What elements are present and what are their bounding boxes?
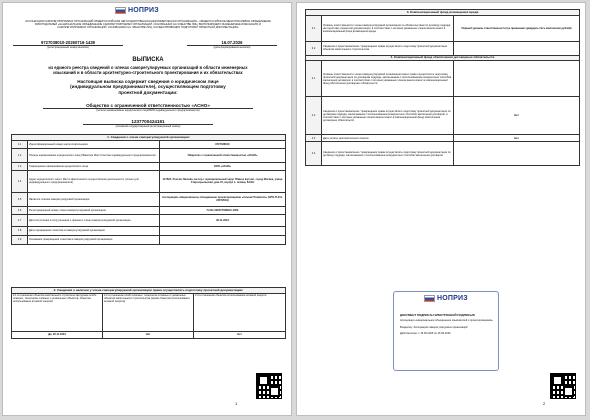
row-value: Нет bbox=[454, 135, 580, 142]
row-label: Дата прекращения членства в саморегулируемой организации bbox=[28, 226, 160, 235]
ogrn-caption: (основной государственный регистрационный номер) bbox=[115, 125, 181, 128]
table-row bbox=[12, 140, 286, 148]
table-row bbox=[12, 206, 286, 214]
row-label: Сокращенное наименование юридического лица bbox=[28, 162, 160, 170]
intro-line: проектной документации: bbox=[118, 89, 178, 95]
row-number: 1.4 bbox=[12, 170, 28, 192]
rights-table bbox=[11, 287, 286, 339]
reg-number-caption: (регистрационный номер выписки) bbox=[47, 46, 89, 49]
table-row bbox=[306, 135, 580, 142]
row-number: 4.1 bbox=[306, 61, 322, 97]
row-label: Полное наименование юридического лица (Фамилия Имя Отчество индивидуального предпринимателя) bbox=[28, 148, 160, 162]
rights-column-header: 2.1 в отношении объектов капитального строительства (кроме особо опасных, технически сложных и уникальных объектов, объектов использования атомной энергии) bbox=[12, 293, 103, 331]
row-number: 1.3 bbox=[12, 162, 28, 170]
section4-title: 4. Компенсационный фонд обеспечения договорных обязательств bbox=[306, 55, 580, 61]
page-number: 2 bbox=[543, 401, 546, 406]
nopriz-logo-text: НОПРИЗ bbox=[437, 295, 468, 302]
row-number: 4.3 bbox=[306, 135, 322, 142]
flag-icon bbox=[424, 295, 435, 302]
header-line: САМОРЕГУЛИРУЕМЫХ ОРГАНИЗАЦИЙ, ОСНОВАННЫХ НА ЧЛЕНСТВЕ ЛИЦ, ОСУЩЕСТВЛЯЮЩИХ ПОДГОТОВКУ ПРОЕКТНОЙ ДОКУМЕНТАЦИИ» bbox=[57, 26, 239, 30]
intro-line: (индивидуальном предпринимателе), осуществляющем подготовку bbox=[70, 84, 226, 90]
document-page-1 bbox=[2, 2, 292, 416]
reg-date-row bbox=[11, 40, 285, 52]
row-number: 1.9 bbox=[12, 235, 28, 244]
row-label: Является членом саморегулируемой организации bbox=[28, 192, 160, 206]
section2-title: 2. Сведения о наличии у члена саморегулируемой организации права осуществлять подготовку проектной документации: bbox=[12, 288, 286, 294]
row-label: Сведения о приостановлении / прекращении права осуществлять подготовку проектной документации по договорам подряда, заключаемым с использованием конкурентных способов заключения договоров, в соответствии с которым указанным членом внесен взнос в компенсационный фонд обеспечения договорных обязательств bbox=[322, 97, 454, 135]
row-value: Общество с ограниченной ответственностью «АСНО» bbox=[160, 148, 286, 162]
row-number: 4.4 bbox=[306, 142, 322, 166]
row-label: Уровень ответственности члена саморегулируемой организации по обязательствам по договору подряда на подготовку проектной документации, в соответствии с которым указанным членом внесен взнос в компенсационный фонд возмещения вреда bbox=[322, 15, 454, 41]
electronic-signature-stamp bbox=[393, 291, 499, 371]
statement-title: ВЫПИСКА bbox=[132, 57, 164, 63]
table-row bbox=[12, 148, 286, 162]
row-value bbox=[454, 61, 580, 97]
row-label: Регистрационный номер члена саморегулируемой организации bbox=[28, 206, 160, 214]
row-label: Основания прекращения членства в саморегулируемой организации bbox=[28, 235, 160, 244]
row-value bbox=[454, 142, 580, 166]
nopriz-logo bbox=[115, 7, 159, 14]
header-block bbox=[11, 20, 285, 29]
row-number: 1.7 bbox=[12, 214, 28, 226]
rights-column-header: 2.2 в отношении особо опасных, технически сложных и уникальных объектов капитального строительства (кроме объектов использования атомной энергии) bbox=[103, 293, 194, 331]
qr-code-icon bbox=[256, 373, 282, 399]
table-row bbox=[306, 97, 580, 135]
table-row bbox=[306, 61, 580, 97]
row-label: Сведения о приостановлении / прекращении права осуществлять подготовку проектной документации объектов капитального строительства bbox=[322, 41, 454, 55]
table-row bbox=[12, 214, 286, 226]
rights-column-header: 2.3 в отношении объектов использования атомной энергии bbox=[194, 293, 286, 331]
member-info-table bbox=[11, 134, 286, 245]
row-value: Ассоциация «Национальное объединение проектировщиков «Альянс Развития» (СРО-П-211-23072019) bbox=[160, 192, 286, 206]
row-value bbox=[454, 41, 580, 55]
table-row bbox=[12, 226, 286, 235]
header-line: РАБОТОДАТЕЛЕЙ «НАЦИОНАЛЬНОЕ ОБЪЕДИНЕНИЕ САМОРЕГУЛИРУЕМЫХ ОРГАНИЗАЦИЙ, ОСНОВАННЫХ НА ЧЛЕНСТВЕ ЛИЦ, ВЫПОЛНЯЮЩИХ ИНЖЕНЕРНЫЕ ИЗЫСКАНИЯ, И bbox=[34, 23, 262, 27]
row-number: 4.2 bbox=[306, 97, 322, 135]
row-value: 117624, Россия, Москва, вн.тер.г. муниципальный округ Южное Бутово, город Москва, улица Староорыльская, дом 15, корпус 1, помещ. 6А/1Н bbox=[160, 170, 286, 192]
row-label: Уровень ответственности члена саморегулируемой организации имеет право осуществлять подготовку проектной документации по договорам подряда, заключаемым с использованием конкурентных способов заключения договоров, в соответствии с которым указанным членом внесен взнос в компенсационный фонд обеспечения договорных обязательств bbox=[322, 61, 454, 97]
row-label: Сведения о приостановлении / прекращении права осуществлять подготовку проектной документации по договору подряда, заключаемым с использованием конкурентных способов заключения договоров bbox=[322, 142, 454, 166]
row-number: 3.2 bbox=[306, 41, 322, 55]
statement-date: 16.07.2026 bbox=[187, 40, 277, 46]
date-caption: (дата формирования выписки) bbox=[213, 46, 251, 49]
section3-title: 3. Компенсационный фонд возмещения вреда bbox=[306, 10, 580, 16]
table-row bbox=[306, 15, 580, 41]
row-label: Адрес юридического лица / Место фактического осуществления деятельности (только для индивидуального предпринимателя) bbox=[28, 170, 160, 192]
row-number: 1.5 bbox=[12, 192, 28, 206]
document-page-2 bbox=[296, 2, 586, 416]
table-row bbox=[12, 192, 286, 206]
table-row bbox=[12, 293, 286, 331]
ogrn-block bbox=[83, 119, 213, 128]
stamp-line: Действителен: с 16.06.2025 по 16.09.2026 bbox=[400, 331, 451, 335]
table-row bbox=[306, 142, 580, 166]
flag-icon bbox=[115, 7, 126, 14]
table-row bbox=[306, 41, 580, 55]
row-value bbox=[160, 226, 286, 235]
table-row bbox=[12, 331, 286, 338]
row-number: 3.1 bbox=[306, 15, 322, 41]
page-number: 1 bbox=[235, 401, 238, 406]
table-row bbox=[12, 170, 286, 192]
row-label: Дата уплаты дополнительного взноса bbox=[322, 135, 454, 142]
row-value: Нет bbox=[454, 97, 580, 135]
row-label: Идентификационный номер налогоплательщика bbox=[28, 140, 160, 148]
row-value: 9727038010 bbox=[160, 140, 286, 148]
stamp-line: Владелец: Ассоциация саморегулируемых организаций bbox=[400, 325, 468, 329]
row-number: 1.6 bbox=[12, 206, 28, 214]
org-name-caption: (полное наименование юридического лица/ФИО индивидуального предпринимателя) bbox=[96, 109, 200, 112]
row-value: ООО «АСНО» bbox=[160, 162, 286, 170]
ogrn-value: 1237700424191 bbox=[83, 119, 213, 125]
rights-value: Нет bbox=[194, 331, 286, 338]
row-number: 1.8 bbox=[12, 226, 28, 235]
nopriz-logo-text: НОПРИЗ bbox=[128, 7, 159, 14]
row-value: Первый уровень ответственности (не превышает двадцать пять миллионов рублей) bbox=[454, 15, 580, 41]
section1-title: 1. Сведения о члене саморегулируемой организации: bbox=[12, 135, 286, 141]
stamp-text bbox=[400, 314, 494, 335]
reg-number: 9727038010-20260716-1439 bbox=[13, 40, 123, 46]
compensation-fund-table bbox=[305, 9, 580, 166]
header-line: АССОЦИАЦИЯ САМОРЕГУЛИРУЕМЫХ ОРГАНИЗАЦИЙ ОБЩЕРОССИЙСКАЯ НЕГОСУДАРСТВЕННАЯ НЕКОММЕРЧЕСКАЯ ОРГАНИЗАЦИЯ – ОБЩЕРОССИЙСКОЕ МЕЖОТРАСЛЕВОЕ ОБЪЕДИНЕНИЕ bbox=[25, 20, 271, 23]
row-value: 26.11.2024 bbox=[160, 214, 286, 226]
org-name: Общество с ограниченной ответственностью «АСНО» bbox=[43, 103, 253, 109]
intro-text bbox=[11, 79, 285, 95]
row-number: 1.2 bbox=[12, 148, 28, 162]
table-row bbox=[12, 162, 286, 170]
stamp-line: ДОКУМЕНТ ПОДПИСАН ЭЛЕКТРОННОЙ ПОДПИСЬЮ bbox=[400, 313, 476, 317]
table-row bbox=[12, 235, 286, 244]
row-value: П-211-009727038010-1003 bbox=[160, 206, 286, 214]
row-label: Дата вступления в силу решения о приеме в члены саморегулируемой организации bbox=[28, 214, 160, 226]
row-number: 1.1 bbox=[12, 140, 28, 148]
subtitle-line: изысканий и в области архитектурно-строительного проектирования и их обязательствах bbox=[53, 70, 243, 75]
rights-value: Нет bbox=[103, 331, 194, 338]
org-name-block bbox=[43, 103, 253, 112]
rights-value: Да, 26.11.2024 bbox=[12, 331, 103, 338]
intro-line: Настоящая выписка содержит сведения о юридическом лице bbox=[77, 79, 219, 84]
statement-subtitle bbox=[11, 65, 285, 75]
qr-code-icon bbox=[550, 373, 576, 399]
row-value bbox=[160, 235, 286, 244]
nopriz-logo bbox=[424, 295, 468, 302]
subtitle-line: из единого реестра сведений о членах саморегулируемых организаций в области инженерных bbox=[48, 65, 248, 70]
stamp-line: Ассоциация «Национальное объединение изыскателей и проектировщиков» bbox=[400, 319, 493, 323]
